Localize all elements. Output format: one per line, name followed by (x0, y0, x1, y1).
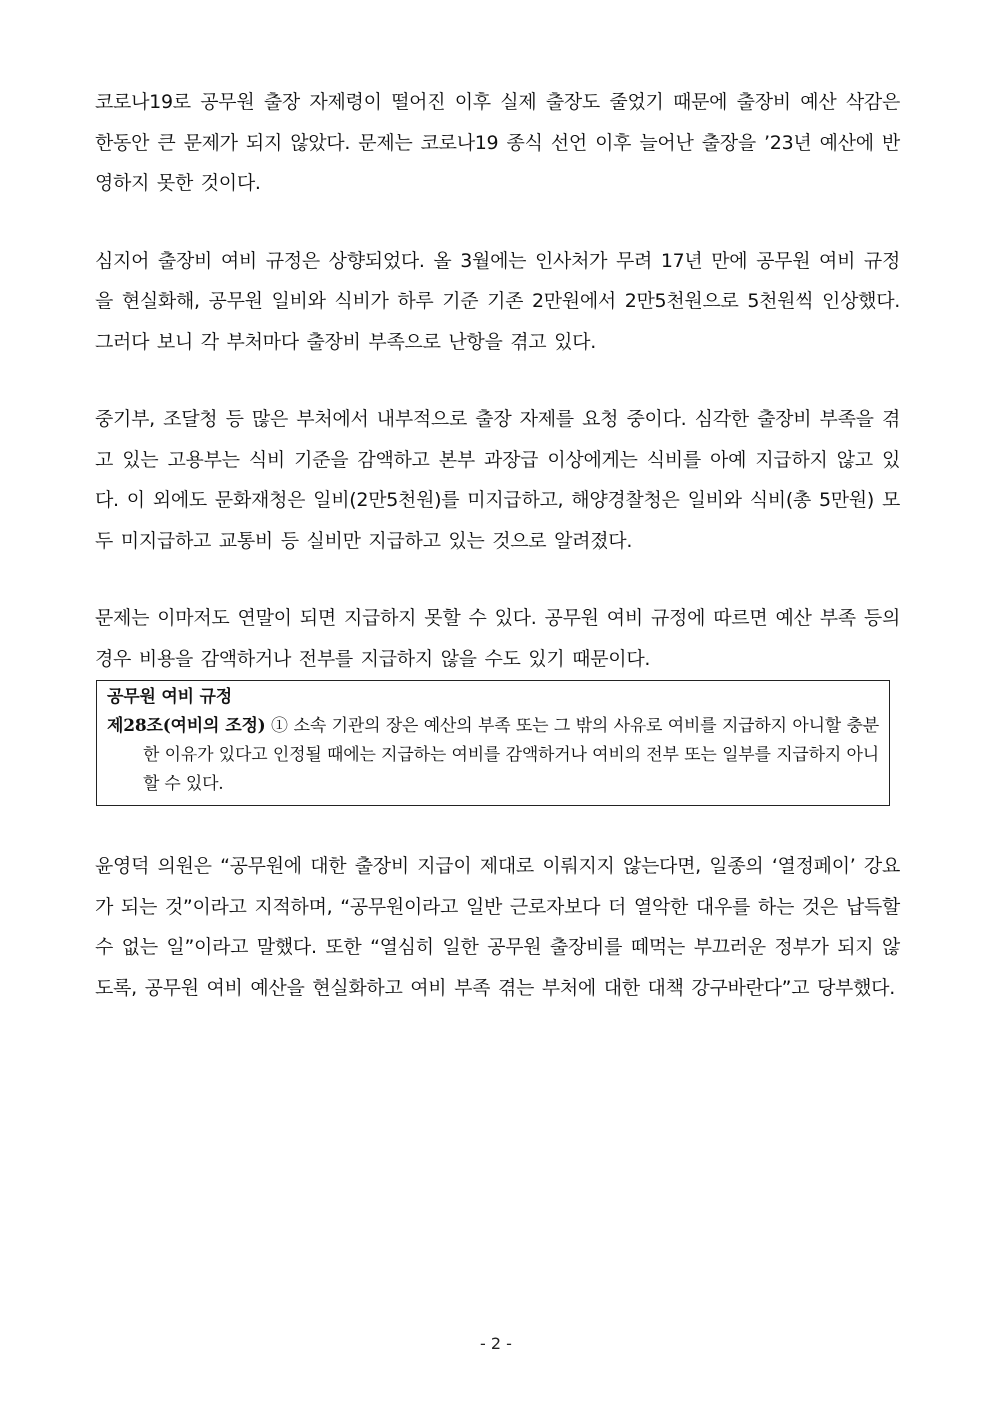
document-page (95, 82, 900, 1045)
paragraph-year-end-risk: 문제는 이마저도 연말이 되면 지급하지 못할 수 있다. 공무원 여비 규정에 따르면 예산 부족 등의 경우 비용을 감액하거나 전부를 지급하지 않을 수도 있기 때문이다. (95, 607, 900, 670)
law-excerpt-box (96, 680, 890, 806)
law-article-head: 제28조(여비의 조정) (107, 716, 266, 736)
paragraph-ministry-shortage: 중기부, 조달청 등 많은 부처에서 내부적으로 출장 자제를 요청 중이다. 심각한 출장비 부족을 겪고 있는 고용부는 식비 기준을 감액하고 본부 과장급 이상에게는 식비를 아예 지급하지 않고 있다. 이 외에도 문화재청은 일비(2만5천원)를 미지급하고, 해양경찰청은 일비와 식비(총 5만원) 모두 미지급하고 교통비 등 실비만 지급하고 있는 것으로 알려졌다. (95, 408, 900, 552)
law-article (107, 712, 879, 799)
paragraph-covid-budget: 코로나19로 공무원 출장 자제령이 떨어진 이후 실제 출장도 줄었기 때문에 출장비 예산 삭감은 한동안 큰 문제가 되지 않았다. 문제는 코로나19 종식 선언 이후 늘어난 출장을 ’23년 예산에 반영하지 못한 것이다. (95, 91, 900, 194)
law-box-title: 공무원 여비 규정 (107, 687, 232, 707)
paragraph-lawmaker-quote: 윤영덕 의원은 “공무원에 대한 출장비 지급이 제대로 이뤄지지 않는다면, 일종의 ‘열정페이’ 강요가 되는 것”이라고 지적하며, “공무원이라고 일반 근로자보다 더 열악한 대우를 하는 것은 납득할 수 없는 일”이라고 말했다. 또한 “열심히 일한 공무원 출장비를 떼먹는 부끄러운 정부가 되지 않도록, 공무원 여비 예산을 현실화하고 여비 부족 겪는 부처에 대한 대책 강구바란다”고 당부했다. (95, 855, 900, 999)
page-number: - 2 - (480, 1334, 512, 1353)
paragraph-travel-rule-raise: 심지어 출장비 여비 규정은 상향되었다. 올 3월에는 인사처가 무려 17년 만에 공무원 여비 규정을 현실화해, 공무원 일비와 식비가 하루 기준 기존 2만원에서 2만5천원으로 5천원씩 인상했다. 그러다 보니 각 부처마다 출장비 부족으로 난항을 겪고 있다. (95, 249, 900, 353)
law-article-body: ① 소속 기관의 장은 예산의 부족 또는 그 밖의 사유로 여비를 지급하지 아니할 충분한 이유가 있다고 인정될 때에는 지급하는 여비를 감액하거나 여비의 전부 또는 일부를 지급하지 아니할 수 있다. (143, 716, 879, 794)
